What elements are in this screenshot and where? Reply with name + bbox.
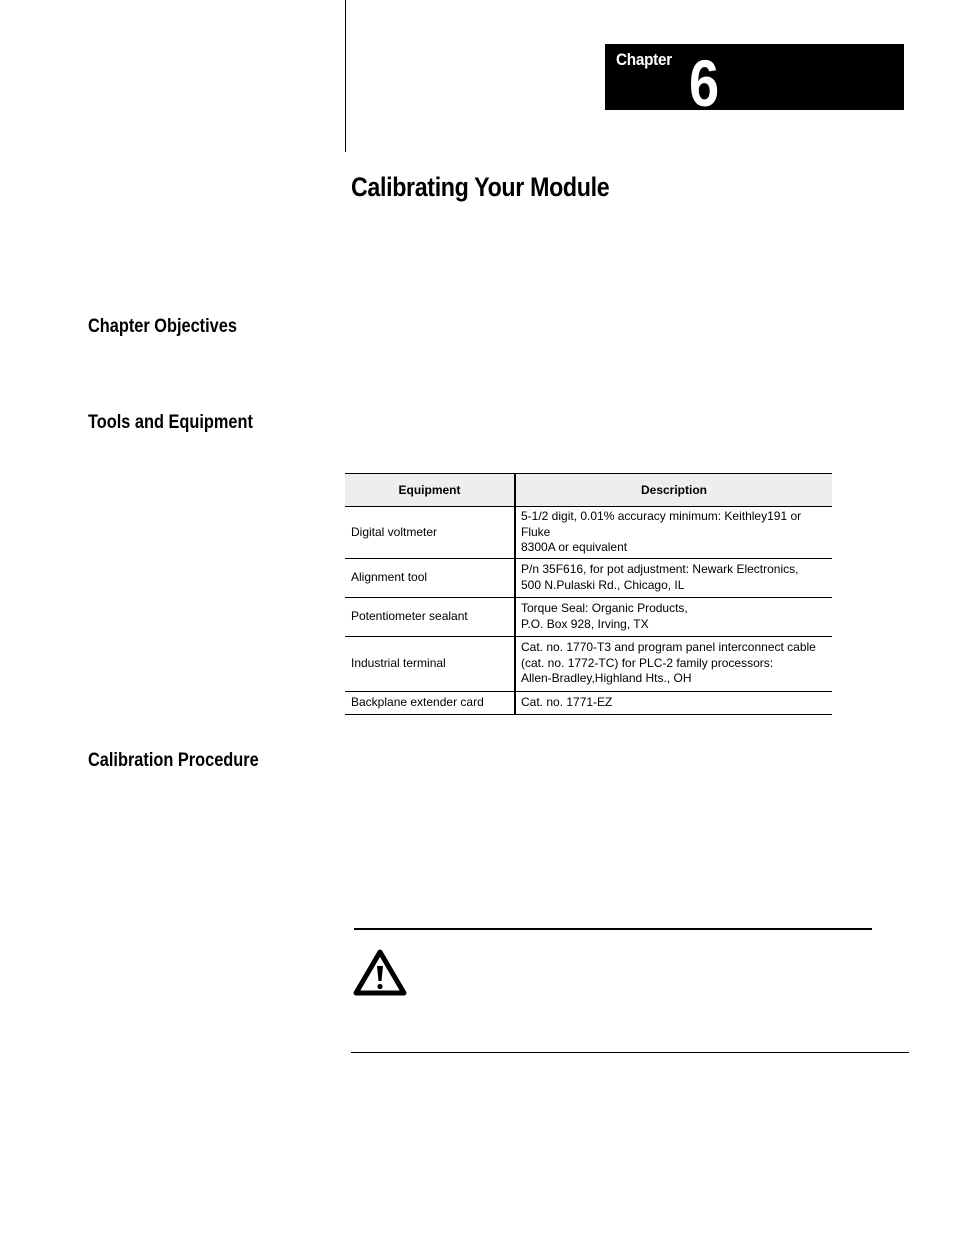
equipment-cell: Industrial terminal [345,636,515,691]
equipment-cell: Backplane extender card [345,691,515,714]
description-cell [515,558,832,597]
description-cell [515,597,832,636]
table-header-row [345,474,832,507]
description-line: 8300A or equivalent [521,540,628,554]
column-header-description: Description [515,474,832,507]
margin-rule [345,0,346,152]
description-cell [515,507,832,559]
chapter-label: Chapter [616,50,672,69]
description-line: 500 N.Pulaski Rd., Chicago, IL [521,577,685,592]
description-line: Allen-Bradley,Highland Hts., OH [521,671,692,686]
chapter-tab [605,44,904,120]
table-row [345,597,832,636]
section-heading-tools: Tools and Equipment [88,412,253,433]
section-heading-procedure: Calibration Procedure [88,750,259,771]
equipment-cell: Potentiometer sealant [345,597,515,636]
equipment-cell: Digital voltmeter [345,507,515,559]
description-line: Torque Seal: Organic Products, [521,601,688,615]
description-line: P/n 35F616, for pot adjustment: Newark Electronics, [521,562,799,576]
description-line: (cat. no. 1772-TC) for PLC-2 family processors: [521,655,774,670]
warning-triangle-icon [353,949,407,997]
warning-top-rule [354,928,872,930]
description-line: 5-1/2 digit, 0.01% accuracy minimum: Keithley191 or Fluke [521,509,802,539]
description-cell [515,636,832,691]
description-line: Cat. no. 1770-T3 and program panel interconnect cable [521,640,816,655]
description-cell [515,691,832,714]
description-line: Cat. no. 1771-EZ [521,694,613,709]
section-heading-objectives: Chapter Objectives [88,316,237,337]
column-header-equipment: Equipment [345,474,515,507]
table-row [345,691,832,714]
table-row [345,558,832,597]
description-line: P.O. Box 928, Irving, TX [521,616,649,631]
warning-bottom-rule [351,1052,909,1053]
table-row [345,636,832,691]
table-row [345,507,832,559]
page-title: Calibrating Your Module [351,172,610,202]
equipment-cell: Alignment tool [345,558,515,597]
chapter-number: 6 [689,46,720,120]
equipment-table [345,473,832,715]
